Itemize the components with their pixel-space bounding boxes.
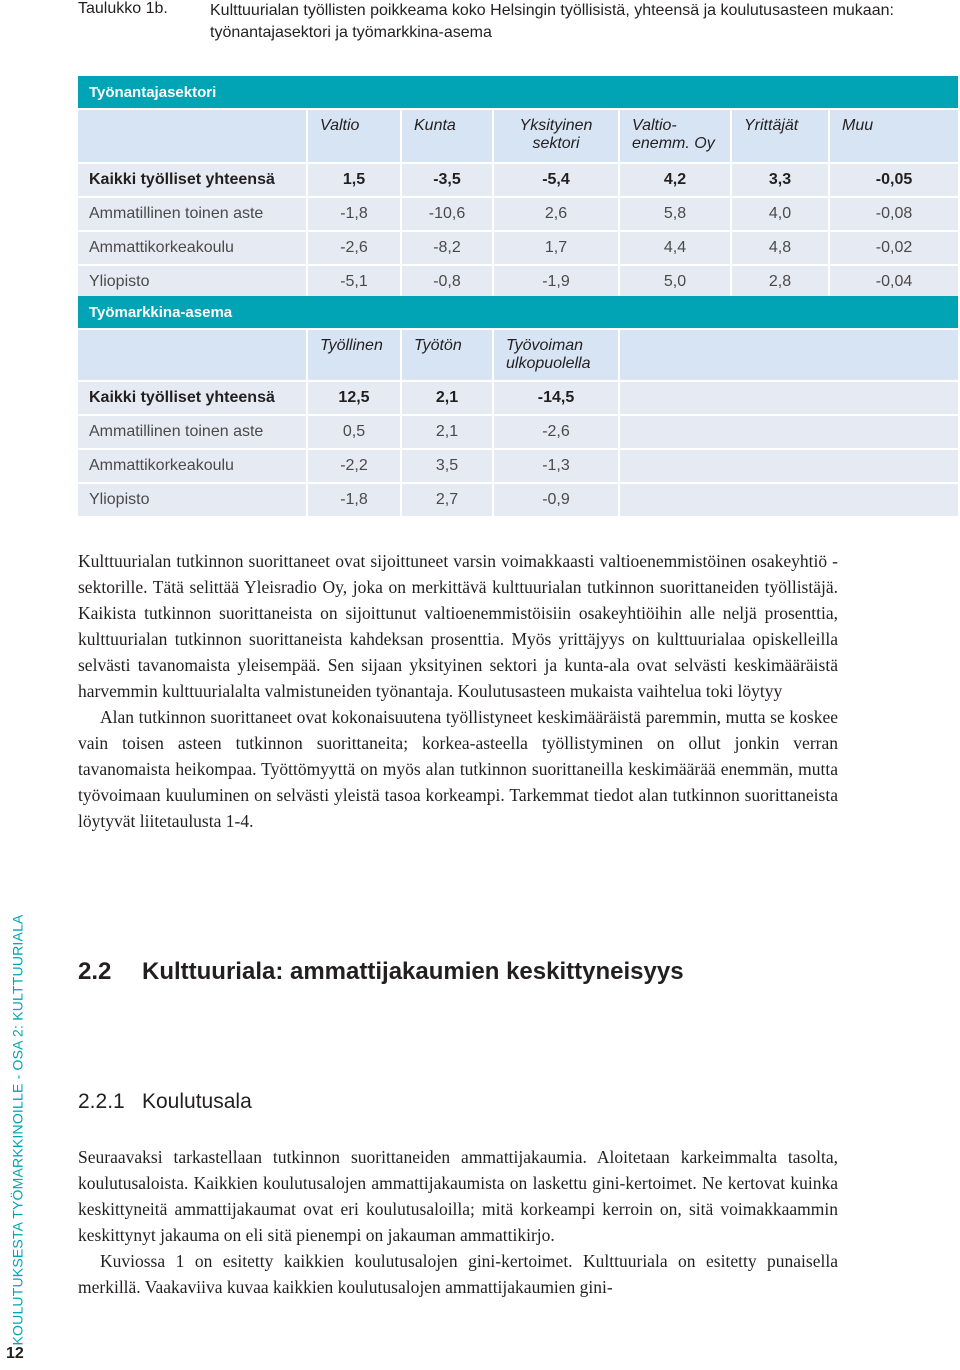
table-row [78, 484, 958, 516]
subsection-number: 2.2.1 [78, 1090, 125, 1113]
table-row [78, 382, 958, 414]
empty-cell [620, 416, 958, 448]
section-title: Työnantajasektori [78, 76, 958, 108]
cell-value: 4,0 [732, 198, 828, 230]
col-header: Työllinen [308, 330, 400, 380]
table-caption [0, 0, 960, 60]
cell-value: -0,08 [830, 198, 958, 230]
row-label: Ammatillinen toinen aste [78, 416, 306, 448]
cell-value: -1,9 [494, 266, 618, 298]
cell-value: 2,7 [402, 484, 492, 516]
row-label: Yliopisto [78, 266, 306, 298]
cell-value: 4,4 [620, 232, 730, 264]
cell-value: -0,8 [402, 266, 492, 298]
cell-value: -14,5 [494, 382, 618, 414]
empty-cell [620, 484, 958, 516]
body-text-1 [78, 548, 838, 834]
subsection-heading [78, 1090, 252, 1114]
cell-value: -3,5 [402, 164, 492, 196]
table-header-row [78, 330, 958, 380]
row-label: Kaikki työlliset yhteensä [78, 164, 306, 196]
section-number: 2.2 [78, 958, 112, 985]
cell-value: -1,8 [308, 484, 400, 516]
section-heading [78, 958, 684, 986]
cell-value: 2,1 [402, 416, 492, 448]
cell-value: -5,4 [494, 164, 618, 196]
section-title: Kulttuuriala: ammattijakaumien keskittyneisyys [142, 958, 684, 985]
col-header: Valtio [308, 110, 400, 162]
cell-value: 3,3 [732, 164, 828, 196]
table-row [78, 232, 958, 264]
table-row [78, 164, 958, 196]
empty-cell [620, 382, 958, 414]
caption-label: Taulukko 1b. [78, 0, 168, 17]
page-number: 12 [6, 1345, 24, 1362]
col-header: Valtio-enemm. Oy [620, 110, 730, 162]
cell-value: -0,04 [830, 266, 958, 298]
cell-value: -5,1 [308, 266, 400, 298]
table-row [78, 416, 958, 448]
sidebar-title: KOULUTUKSESTA TYÖMARKKINOILLE - OSA 2: KULTTUURIALA [9, 914, 26, 1346]
cell-value: -2,6 [308, 232, 400, 264]
cell-value: -0,05 [830, 164, 958, 196]
subsection-title: Koulutusala [142, 1090, 252, 1113]
cell-value: 1,7 [494, 232, 618, 264]
table-header-row [78, 110, 958, 162]
table-row [78, 198, 958, 230]
header-blank [620, 330, 958, 380]
cell-value: 12,5 [308, 382, 400, 414]
cell-value: -10,6 [402, 198, 492, 230]
cell-value: -0,02 [830, 232, 958, 264]
paragraph: Kulttuurialan tutkinnon suorittaneet ovat sijoittuneet varsin voimakkaasti valtioenemmistöinen osakeyhtiö -sektorille. Tätä selittää Yleisradio Oy, joka on merkittävä kulttuurialan tutkinnon suorittaneiden työllistäjä. Kaikista tutkinnon suorittaneista on sijoittunut valtioenemmistöisiin osakeyhtiöihin alle neljä prosenttia, kulttuurialan tutkinnon suorittaneista kahdeksan prosenttia. Myös yrittäjyys on kulttuurialaa opiskelleilla selvästi tavanomaista yleisempää. Sen sijaan yksityinen sektori ja kunta-ala ovat selvästi keskimääräistä harvemmin kulttuurialalta valmistuneiden työnantaja. Koulutusasteen mukaista vaihtelua toki löytyy [78, 551, 838, 701]
row-label: Kaikki työlliset yhteensä [78, 382, 306, 414]
header-blank [78, 110, 306, 162]
paragraph: Kuviossa 1 on esitetty kaikkien koulutusalojen gini-kertoimet. Kulttuuriala on esitetty punaisella merkillä. Vaakaviiva kuvaa kaikkien koulutusalojen ammattijakaumien gini- [78, 1251, 838, 1297]
cell-value: 5,8 [620, 198, 730, 230]
row-label: Yliopisto [78, 484, 306, 516]
col-header: Yrittäjät [732, 110, 828, 162]
cell-value: -8,2 [402, 232, 492, 264]
body-text-2 [78, 1144, 838, 1300]
cell-value: 0,5 [308, 416, 400, 448]
caption-text: Kulttuurialan työllisten poikkeama koko Helsingin työllisistä, yhteensä ja koulutusasteen mukaan: työnantajasektori ja työmarkkina-asema [210, 2, 894, 41]
col-header: Työtön [402, 330, 492, 380]
cell-value: 3,5 [402, 450, 492, 482]
paragraph: Alan tutkinnon suorittaneet ovat kokonaisuutena työllistyneet keskimääräistä paremmin, mutta se koskee vain toisen asteen tutkinnon suorittaneita; korkea-asteella työllistyminen on ollut jonkin verran tavanomaista heikompaa. Työttömyyttä on myös alan tutkinnon suorittaneilla keskimäärää enemmän, mutta työvoimaan kuuluminen on selvästi yleistä tasoa korkeampi. Tarkemmat tiedot alan tutkinnon suorittaneista löytyvät liitetaulusta 1-4. [78, 707, 838, 831]
col-header: Työvoiman ulkopuolella [494, 330, 618, 380]
row-label: Ammattikorkeakoulu [78, 232, 306, 264]
running-sidebar [0, 914, 36, 1355]
header-blank [78, 330, 306, 380]
row-label: Ammattikorkeakoulu [78, 450, 306, 482]
cell-value: 2,1 [402, 382, 492, 414]
cell-value: -1,8 [308, 198, 400, 230]
col-header: Muu [830, 110, 958, 162]
cell-value: 1,5 [308, 164, 400, 196]
cell-value: -2,2 [308, 450, 400, 482]
section-title: Työmarkkina-asema [78, 296, 958, 328]
cell-value: 2,8 [732, 266, 828, 298]
table-row [78, 450, 958, 482]
row-label: Ammatillinen toinen aste [78, 198, 306, 230]
cell-value: 2,6 [494, 198, 618, 230]
cell-value: 5,0 [620, 266, 730, 298]
cell-value: -1,3 [494, 450, 618, 482]
col-header: Kunta [402, 110, 492, 162]
cell-value: -0,9 [494, 484, 618, 516]
col-header: Yksityinen sektori [494, 110, 618, 162]
cell-value: 4,2 [620, 164, 730, 196]
cell-value: 4,8 [732, 232, 828, 264]
cell-value: -2,6 [494, 416, 618, 448]
empty-cell [620, 450, 958, 482]
paragraph: Seuraavaksi tarkastellaan tutkinnon suorittaneiden ammattijakaumia. Aloitetaan karkeimmalta tasolta, koulutusaloista. Kaikkien koulutusalojen ammattijakaumista on laskettu gini-kertoimet. Ne kertovat kuinka keskittyneitä ammattijakaumat ovat eri koulutusaloilla; mitä korkeampi kerroin on, sitä voimakkaammin keskittynyt jakauma on eli sitä pienempi on jakauman ammattikirjo. [78, 1147, 838, 1245]
table-row [78, 266, 958, 298]
